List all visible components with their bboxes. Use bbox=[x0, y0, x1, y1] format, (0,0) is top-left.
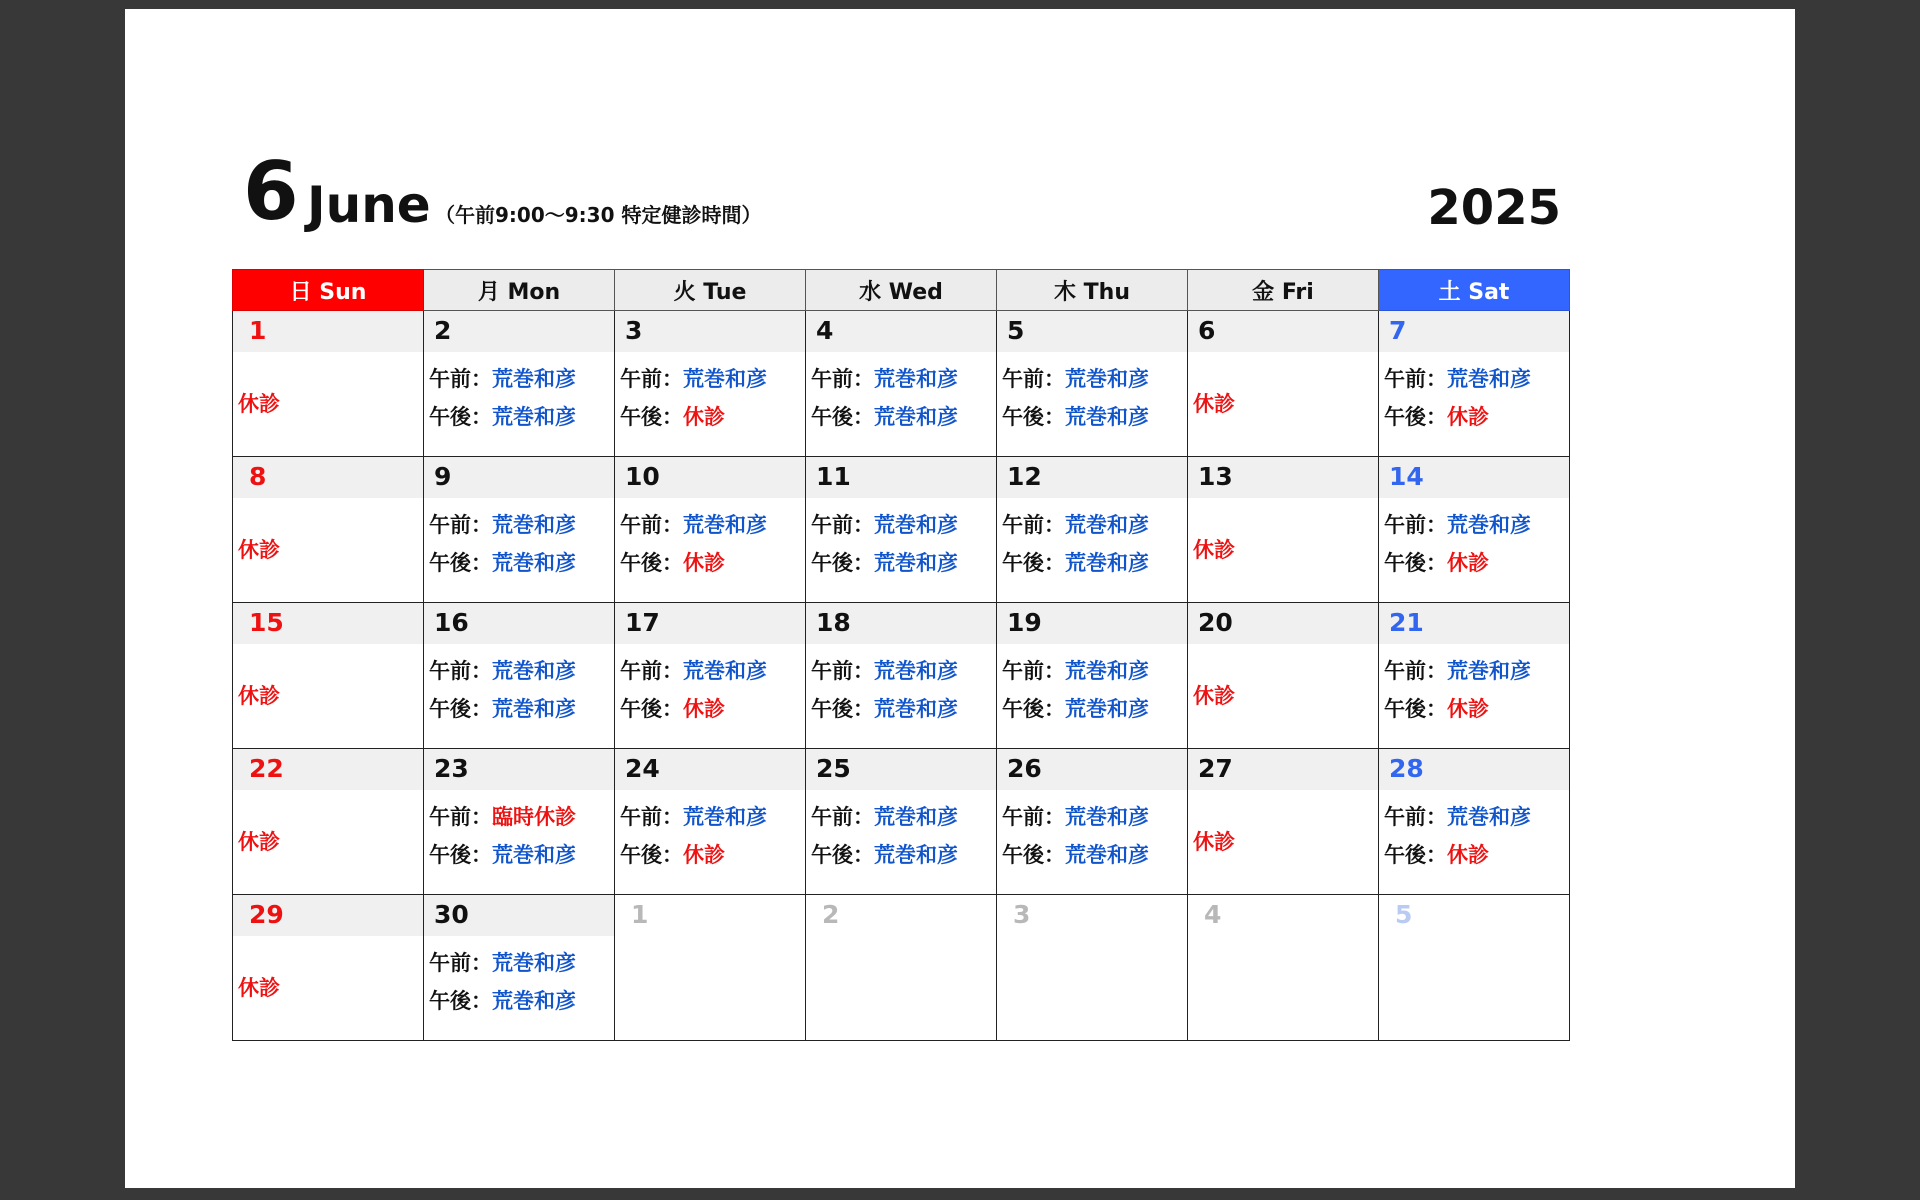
closed-label: 休診 bbox=[238, 976, 280, 1000]
afternoon-schedule bbox=[1002, 842, 1149, 868]
day-cell bbox=[997, 603, 1188, 749]
afternoon-label: 午後： bbox=[620, 697, 683, 721]
morning-label: 午前： bbox=[1002, 367, 1065, 391]
afternoon-schedule bbox=[429, 404, 576, 430]
afternoon-schedule bbox=[1384, 842, 1489, 868]
week-row bbox=[232, 749, 1571, 895]
day-number-band bbox=[615, 311, 805, 352]
afternoon-schedule bbox=[1002, 696, 1149, 722]
doctor-name: 荒巻和彦 bbox=[1065, 405, 1149, 429]
closed-label: 休診 bbox=[238, 830, 280, 854]
day-cell bbox=[615, 603, 806, 749]
weekday-header-row bbox=[232, 269, 1571, 311]
day-cell bbox=[615, 311, 806, 457]
doctor-name: 荒巻和彦 bbox=[492, 659, 576, 683]
day-cell bbox=[1379, 457, 1570, 603]
morning-schedule bbox=[1384, 658, 1531, 684]
day-cell bbox=[615, 457, 806, 603]
day-number-band bbox=[1379, 311, 1569, 352]
day-number: 7 bbox=[1389, 316, 1407, 345]
morning-label: 午前： bbox=[1002, 659, 1065, 683]
doctor-name: 荒巻和彦 bbox=[1065, 843, 1149, 867]
morning-schedule bbox=[429, 804, 576, 830]
doctor-name: 荒巻和彦 bbox=[683, 367, 767, 391]
morning-label: 午前： bbox=[620, 659, 683, 683]
afternoon-schedule bbox=[429, 550, 576, 576]
weekday-sun: 日 Sun bbox=[232, 269, 424, 311]
doctor-name: 荒巻和彦 bbox=[1065, 697, 1149, 721]
morning-schedule bbox=[429, 366, 576, 392]
closed-value: 休診 bbox=[1447, 405, 1489, 429]
day-cell bbox=[806, 603, 997, 749]
doctor-name: 荒巻和彦 bbox=[492, 513, 576, 537]
day-number-band bbox=[424, 311, 614, 352]
morning-schedule bbox=[811, 512, 958, 538]
day-cell bbox=[424, 895, 615, 1041]
week-row bbox=[232, 895, 1571, 1041]
closed-label: 休診 bbox=[1193, 392, 1235, 416]
day-number: 13 bbox=[1198, 462, 1233, 491]
morning-schedule bbox=[429, 512, 576, 538]
day-number: 15 bbox=[249, 608, 284, 637]
day-number: 27 bbox=[1198, 754, 1233, 783]
doctor-name: 荒巻和彦 bbox=[492, 989, 576, 1013]
day-number: 30 bbox=[434, 900, 469, 929]
day-number: 2 bbox=[822, 900, 840, 929]
morning-label: 午前： bbox=[811, 659, 874, 683]
morning-schedule bbox=[620, 366, 767, 392]
doctor-name: 荒巻和彦 bbox=[1447, 367, 1531, 391]
afternoon-label: 午後： bbox=[1384, 551, 1447, 575]
afternoon-label: 午後： bbox=[620, 551, 683, 575]
day-cell bbox=[806, 749, 997, 895]
closed-label: 休診 bbox=[1193, 538, 1235, 562]
afternoon-label: 午後： bbox=[811, 843, 874, 867]
year: 2025 bbox=[1427, 180, 1561, 236]
closed-value: 休診 bbox=[683, 843, 725, 867]
week-row bbox=[232, 311, 1571, 457]
afternoon-schedule bbox=[1002, 550, 1149, 576]
doctor-name: 荒巻和彦 bbox=[1065, 367, 1149, 391]
doctor-name: 荒巻和彦 bbox=[1065, 551, 1149, 575]
day-cell-next-month bbox=[806, 895, 997, 1041]
day-number: 6 bbox=[1198, 316, 1216, 345]
morning-schedule bbox=[1384, 804, 1531, 830]
morning-label: 午前： bbox=[429, 951, 492, 975]
closed-value: 休診 bbox=[1447, 843, 1489, 867]
doctor-name: 荒巻和彦 bbox=[492, 367, 576, 391]
afternoon-schedule bbox=[811, 550, 958, 576]
day-cell bbox=[424, 311, 615, 457]
day-number: 4 bbox=[1204, 900, 1222, 929]
day-number-band bbox=[1188, 311, 1378, 352]
day-number: 9 bbox=[434, 462, 452, 491]
morning-label: 午前： bbox=[1384, 805, 1447, 829]
afternoon-schedule bbox=[620, 550, 725, 576]
afternoon-label: 午後： bbox=[1384, 697, 1447, 721]
doctor-name: 荒巻和彦 bbox=[492, 843, 576, 867]
doctor-name: 荒巻和彦 bbox=[492, 951, 576, 975]
morning-schedule bbox=[620, 804, 767, 830]
closed-value: 臨時休診 bbox=[492, 805, 576, 829]
doctor-name: 荒巻和彦 bbox=[1065, 659, 1149, 683]
afternoon-label: 午後： bbox=[620, 843, 683, 867]
morning-schedule bbox=[1002, 366, 1149, 392]
day-number: 22 bbox=[249, 754, 284, 783]
closed-value: 休診 bbox=[1447, 697, 1489, 721]
closed-label: 休診 bbox=[238, 392, 280, 416]
day-number: 16 bbox=[434, 608, 469, 637]
morning-label: 午前： bbox=[1002, 513, 1065, 537]
day-number: 1 bbox=[249, 316, 267, 345]
afternoon-schedule bbox=[429, 696, 576, 722]
day-number: 1 bbox=[631, 900, 649, 929]
day-number: 29 bbox=[249, 900, 284, 929]
doctor-name: 荒巻和彦 bbox=[1447, 659, 1531, 683]
doctor-name: 荒巻和彦 bbox=[874, 697, 958, 721]
afternoon-schedule bbox=[1384, 550, 1489, 576]
closed-label: 休診 bbox=[1193, 830, 1235, 854]
day-cell bbox=[424, 603, 615, 749]
afternoon-schedule bbox=[1002, 404, 1149, 430]
afternoon-label: 午後： bbox=[811, 551, 874, 575]
day-number: 26 bbox=[1007, 754, 1042, 783]
afternoon-label: 午後： bbox=[1002, 405, 1065, 429]
month-number: 6 bbox=[243, 145, 299, 238]
morning-label: 午前： bbox=[429, 367, 492, 391]
afternoon-schedule bbox=[1384, 696, 1489, 722]
doctor-name: 荒巻和彦 bbox=[492, 405, 576, 429]
doctor-name: 荒巻和彦 bbox=[874, 513, 958, 537]
day-cell bbox=[232, 311, 424, 457]
day-cell bbox=[997, 457, 1188, 603]
day-cell bbox=[1188, 749, 1379, 895]
afternoon-schedule bbox=[811, 696, 958, 722]
calendar-grid bbox=[232, 269, 1571, 1042]
afternoon-schedule bbox=[620, 842, 725, 868]
morning-label: 午前： bbox=[811, 805, 874, 829]
afternoon-schedule bbox=[620, 696, 725, 722]
afternoon-label: 午後： bbox=[811, 697, 874, 721]
morning-label: 午前： bbox=[1002, 805, 1065, 829]
afternoon-schedule bbox=[429, 988, 576, 1014]
day-number: 19 bbox=[1007, 608, 1042, 637]
doctor-name: 荒巻和彦 bbox=[683, 805, 767, 829]
day-number: 10 bbox=[625, 462, 660, 491]
day-number: 2 bbox=[434, 316, 452, 345]
morning-label: 午前： bbox=[429, 659, 492, 683]
doctor-name: 荒巻和彦 bbox=[1065, 805, 1149, 829]
morning-schedule bbox=[811, 366, 958, 392]
morning-label: 午前： bbox=[429, 805, 492, 829]
afternoon-label: 午後： bbox=[811, 405, 874, 429]
day-cell bbox=[232, 457, 424, 603]
afternoon-schedule bbox=[811, 842, 958, 868]
month-name: June bbox=[307, 176, 431, 234]
weekday-mon: 月 Mon bbox=[424, 269, 615, 311]
morning-schedule bbox=[620, 512, 767, 538]
afternoon-label: 午後： bbox=[429, 989, 492, 1013]
day-cell bbox=[1188, 457, 1379, 603]
day-number: 17 bbox=[625, 608, 660, 637]
morning-schedule bbox=[1002, 658, 1149, 684]
day-cell bbox=[806, 457, 997, 603]
weekday-fri: 金 Fri bbox=[1188, 269, 1379, 311]
closed-label: 休診 bbox=[238, 538, 280, 562]
doctor-name: 荒巻和彦 bbox=[1447, 805, 1531, 829]
closed-value: 休診 bbox=[1447, 551, 1489, 575]
day-cell bbox=[232, 895, 424, 1041]
morning-schedule bbox=[429, 950, 576, 976]
day-cell bbox=[1379, 311, 1570, 457]
day-number: 8 bbox=[249, 462, 267, 491]
doctor-name: 荒巻和彦 bbox=[492, 551, 576, 575]
morning-label: 午前： bbox=[811, 367, 874, 391]
doctor-name: 荒巻和彦 bbox=[874, 805, 958, 829]
morning-schedule bbox=[429, 658, 576, 684]
day-cell bbox=[232, 603, 424, 749]
doctor-name: 荒巻和彦 bbox=[874, 551, 958, 575]
hours-note: （午前9:00～9:30 特定健診時間） bbox=[435, 203, 762, 227]
morning-schedule bbox=[620, 658, 767, 684]
weekday-sat: 土 Sat bbox=[1379, 269, 1570, 311]
morning-schedule bbox=[1384, 512, 1531, 538]
afternoon-schedule bbox=[811, 404, 958, 430]
day-cell bbox=[615, 749, 806, 895]
morning-label: 午前： bbox=[1384, 659, 1447, 683]
day-number: 20 bbox=[1198, 608, 1233, 637]
morning-schedule bbox=[1384, 366, 1531, 392]
closed-value: 休診 bbox=[683, 405, 725, 429]
doctor-name: 荒巻和彦 bbox=[874, 405, 958, 429]
doctor-name: 荒巻和彦 bbox=[874, 843, 958, 867]
day-number: 5 bbox=[1007, 316, 1025, 345]
morning-schedule bbox=[811, 804, 958, 830]
day-number: 21 bbox=[1389, 608, 1424, 637]
afternoon-schedule bbox=[429, 842, 576, 868]
afternoon-label: 午後： bbox=[429, 697, 492, 721]
afternoon-label: 午後： bbox=[429, 551, 492, 575]
morning-label: 午前： bbox=[811, 513, 874, 537]
closed-value: 休診 bbox=[683, 551, 725, 575]
week-row bbox=[232, 457, 1571, 603]
morning-schedule bbox=[1002, 512, 1149, 538]
morning-label: 午前： bbox=[1384, 367, 1447, 391]
day-number: 5 bbox=[1395, 900, 1413, 929]
day-cell bbox=[997, 311, 1188, 457]
day-number: 25 bbox=[816, 754, 851, 783]
day-number: 24 bbox=[625, 754, 660, 783]
afternoon-label: 午後： bbox=[1384, 405, 1447, 429]
afternoon-label: 午後： bbox=[620, 405, 683, 429]
day-number: 23 bbox=[434, 754, 469, 783]
afternoon-label: 午後： bbox=[1002, 551, 1065, 575]
doctor-name: 荒巻和彦 bbox=[1447, 513, 1531, 537]
morning-schedule bbox=[811, 658, 958, 684]
day-cell bbox=[424, 749, 615, 895]
day-cell bbox=[997, 749, 1188, 895]
day-cell bbox=[1188, 311, 1379, 457]
day-cell-next-month bbox=[1379, 895, 1570, 1041]
doctor-name: 荒巻和彦 bbox=[874, 659, 958, 683]
day-number: 3 bbox=[1013, 900, 1031, 929]
doctor-name: 荒巻和彦 bbox=[683, 659, 767, 683]
afternoon-schedule bbox=[1384, 404, 1489, 430]
day-cell bbox=[1379, 603, 1570, 749]
morning-label: 午前： bbox=[620, 513, 683, 537]
day-number: 14 bbox=[1389, 462, 1424, 491]
day-number: 11 bbox=[816, 462, 851, 491]
day-number: 4 bbox=[816, 316, 834, 345]
day-number-band bbox=[806, 311, 996, 352]
closed-label: 休診 bbox=[1193, 684, 1235, 708]
day-number: 12 bbox=[1007, 462, 1042, 491]
day-cell-next-month bbox=[1188, 895, 1379, 1041]
doctor-name: 荒巻和彦 bbox=[1065, 513, 1149, 537]
afternoon-schedule bbox=[620, 404, 725, 430]
day-number: 28 bbox=[1389, 754, 1424, 783]
afternoon-label: 午後： bbox=[429, 405, 492, 429]
day-cell bbox=[1188, 603, 1379, 749]
day-cell-next-month bbox=[615, 895, 806, 1041]
morning-label: 午前： bbox=[429, 513, 492, 537]
day-number: 3 bbox=[625, 316, 643, 345]
day-cell bbox=[232, 749, 424, 895]
day-cell bbox=[806, 311, 997, 457]
closed-value: 休診 bbox=[683, 697, 725, 721]
afternoon-label: 午後： bbox=[1384, 843, 1447, 867]
day-cell bbox=[1379, 749, 1570, 895]
weekday-thu: 木 Thu bbox=[997, 269, 1188, 311]
morning-label: 午前： bbox=[620, 367, 683, 391]
day-cell bbox=[424, 457, 615, 603]
week-row bbox=[232, 603, 1571, 749]
closed-label: 休診 bbox=[238, 684, 280, 708]
morning-label: 午前： bbox=[1384, 513, 1447, 537]
weeks bbox=[232, 311, 1571, 1041]
weekday-wed: 水 Wed bbox=[806, 269, 997, 311]
afternoon-label: 午後： bbox=[429, 843, 492, 867]
afternoon-label: 午後： bbox=[1002, 697, 1065, 721]
doctor-name: 荒巻和彦 bbox=[874, 367, 958, 391]
day-cell-next-month bbox=[997, 895, 1188, 1041]
day-number-band bbox=[424, 457, 614, 498]
afternoon-label: 午後： bbox=[1002, 843, 1065, 867]
day-number: 18 bbox=[816, 608, 851, 637]
morning-label: 午前： bbox=[620, 805, 683, 829]
doctor-name: 荒巻和彦 bbox=[683, 513, 767, 537]
doctor-name: 荒巻和彦 bbox=[492, 697, 576, 721]
weekday-tue: 火 Tue bbox=[615, 269, 806, 311]
day-number-band bbox=[997, 311, 1187, 352]
morning-schedule bbox=[1002, 804, 1149, 830]
